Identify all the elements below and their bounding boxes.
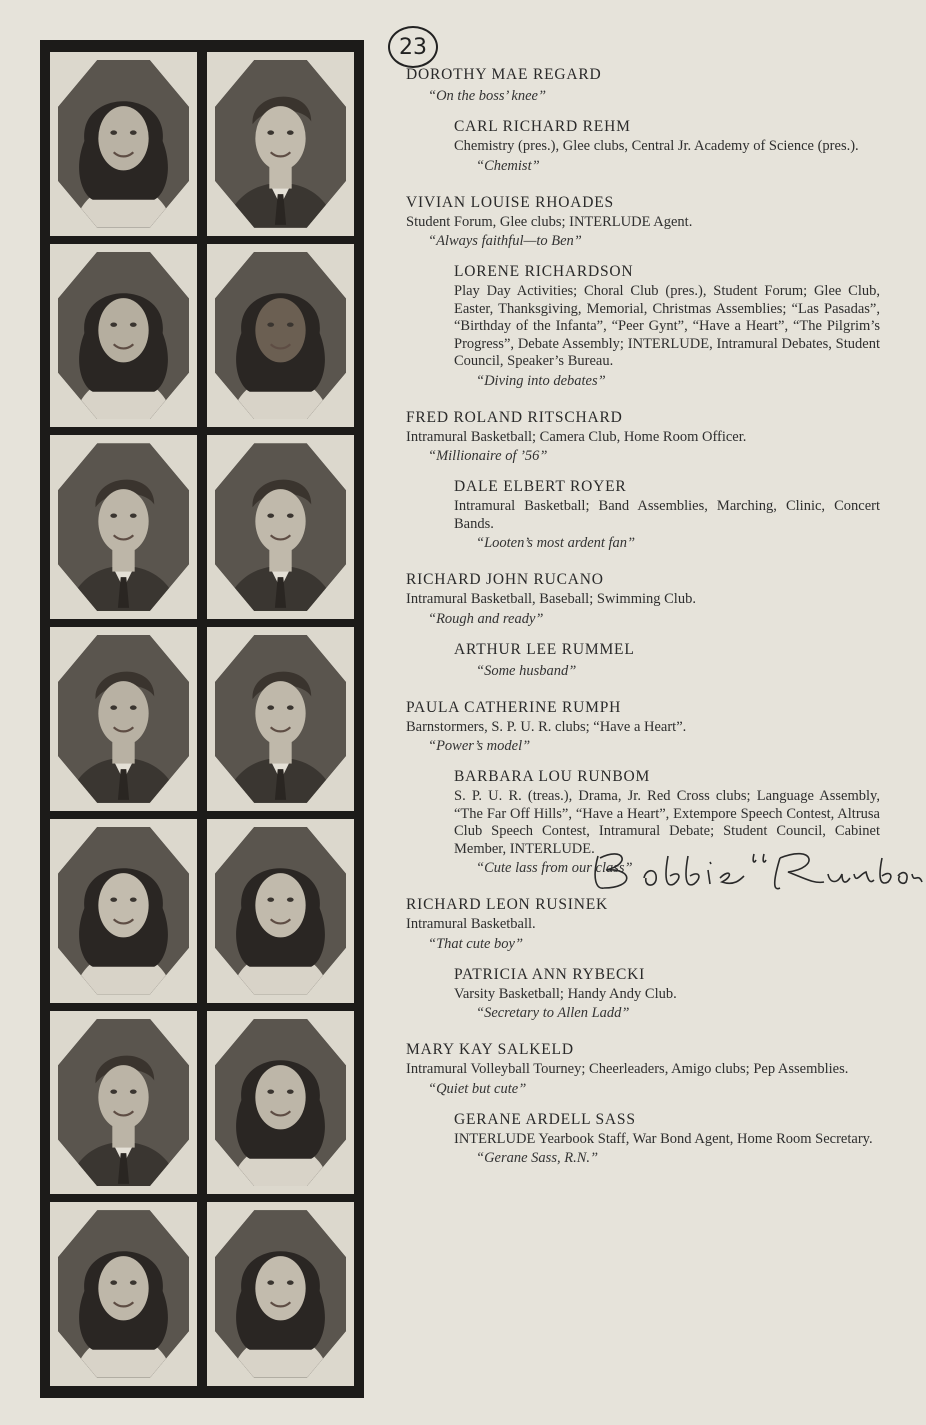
portrait-frame: [207, 1202, 354, 1386]
portrait-frame: [207, 1011, 354, 1195]
portrait-photo: [58, 1019, 189, 1187]
student-entry: [406, 1109, 880, 1169]
student-entry: [406, 407, 880, 467]
portrait-photo: [58, 60, 189, 228]
portrait-frame: [207, 435, 354, 619]
student-activities: Play Day Activities; Choral Club (pres.), Student Forum; Glee Club, Easter, Thanksgiving, Memorial, Christmas Assemblies; “Las Pasadas”, “Birthday of the Infanta”, “Peer Gynt”, “Have a Heart”, “The Pilgrim’s Progress”, Debate Assembly; INTERLUDE, Intramural Debates, Student Council, Speaker’s Bureau.: [454, 283, 880, 369]
portrait-photo: [215, 1019, 346, 1187]
portrait-frame: [50, 1202, 197, 1386]
student-name: MARY KAY SALKELD: [406, 1041, 574, 1058]
portrait-photo: [215, 60, 346, 228]
portrait-photo: [58, 1210, 189, 1378]
student-entry: [406, 766, 880, 878]
student-name: PAULA CATHERINE RUMPH: [406, 698, 622, 716]
portrait-photo: [215, 443, 346, 611]
student-activities: INTERLUDE Yearbook Staff, War Bond Agent, Home Room Secretary.: [454, 1130, 873, 1147]
portrait-frame: [50, 819, 197, 1003]
student-quote: “That cute boy”: [428, 935, 524, 952]
student-name: DOROTHY MAE REGARD: [406, 66, 602, 83]
student-activities: Varsity Basketball; Handy Andy Club.: [454, 985, 677, 1002]
student-quote: “Gerane Sass, R.N.”: [476, 1150, 599, 1166]
student-quote: “Power’s model”: [428, 738, 531, 754]
student-activities: Chemistry (pres.), Glee clubs, Central Jr. Academy of Science (pres.).: [454, 138, 859, 154]
student-activities: Intramural Basketball; Camera Club, Home Room Officer.: [406, 428, 747, 445]
student-activities: Intramural Basketball; Band Assemblies, Marching, Clinic, Concert Bands.: [454, 498, 880, 532]
portrait-photo: [58, 827, 189, 995]
student-quote: “Cute lass from our class”: [476, 860, 633, 876]
student-name: GERANE ARDELL SASS: [454, 1110, 636, 1128]
portrait-frame: [207, 819, 354, 1003]
student-name: CARL RICHARD REHM: [454, 118, 631, 135]
portrait-frame: [207, 52, 354, 236]
portrait-frame: [50, 627, 197, 811]
student-entry: [406, 116, 880, 176]
student-activities: Student Forum, Glee clubs; INTERLUDE Agent.: [406, 213, 693, 230]
portrait-photo: [215, 635, 346, 803]
portrait-frame: [50, 1011, 197, 1195]
student-entry: [406, 64, 880, 106]
page-number-text: 23: [399, 34, 427, 60]
student-quote: “Some husband”: [476, 662, 577, 679]
student-name: FRED ROLAND RITSCHARD: [406, 408, 623, 426]
student-quote: “Millionaire of ’56”: [428, 448, 548, 464]
student-quote: “Chemist”: [476, 157, 540, 174]
student-quote: “Looten’s most ardent fan”: [476, 535, 636, 551]
student-entry: [406, 639, 880, 681]
student-quote: “Rough and ready”: [428, 610, 544, 627]
student-name: BARBARA LOU RUNBOM: [454, 768, 651, 785]
portrait-photo: [58, 635, 189, 803]
student-activities: Intramural Volleyball Tourney; Cheerleaders, Amigo clubs; Pep Assemblies.: [406, 1061, 849, 1077]
portrait-frame: [50, 52, 197, 236]
student-quote: “Quiet but cute”: [428, 1080, 527, 1097]
student-quote: “On the boss’ knee”: [428, 88, 547, 104]
portrait-frame: [207, 244, 354, 428]
student-quote: “Diving into debates”: [476, 372, 606, 389]
student-entry: [406, 569, 880, 629]
portrait-frame: [50, 435, 197, 619]
student-entry: [406, 964, 880, 1024]
student-activities: Barnstormers, S. P. U. R. clubs; “Have a Heart”.: [406, 718, 687, 735]
student-name: ARTHUR LEE RUMMEL: [454, 640, 635, 658]
student-name: VIVIAN LOUISE RHOADES: [406, 193, 614, 211]
student-entry: [406, 697, 880, 757]
student-quote: “Always faithful—to Ben”: [428, 233, 582, 249]
portrait-frame: [207, 627, 354, 811]
student-name: DALE ELBERT ROYER: [454, 478, 627, 495]
student-entry: [406, 261, 880, 391]
student-entry: [406, 1039, 880, 1099]
page-number: [388, 26, 438, 68]
student-entries: [406, 64, 880, 1168]
student-name: PATRICIA ANN RYBECKI: [454, 965, 646, 983]
student-entry: [406, 192, 880, 252]
portrait-photo: [215, 252, 346, 420]
student-entry: [406, 894, 880, 954]
student-name: LORENE RICHARDSON: [454, 263, 634, 280]
student-activities: Intramural Basketball.: [406, 916, 536, 932]
student-name: RICHARD LEON RUSINEK: [406, 896, 608, 913]
portrait-photo: [215, 1210, 346, 1378]
student-name: RICHARD JOHN RUCANO: [406, 571, 604, 588]
photo-strip: [40, 40, 364, 1398]
portrait-photo: [215, 827, 346, 995]
student-activities: S. P. U. R. (treas.), Drama, Jr. Red Cross clubs; Language Assembly, “The Far Off Hills”, “Have a Heart”, Extempore Speech Contest, Altrusa Club Speech Contest, Intramural Debate; Student Council, Cabinet Member, INTERLUDE.: [454, 788, 880, 857]
student-quote: “Secretary to Allen Ladd”: [476, 1005, 630, 1021]
student-entry: [406, 476, 880, 553]
portrait-photo: [58, 252, 189, 420]
portrait-photo: [58, 443, 189, 611]
portrait-frame: [50, 244, 197, 428]
student-activities: Intramural Basketball, Baseball; Swimming Club.: [406, 591, 696, 607]
